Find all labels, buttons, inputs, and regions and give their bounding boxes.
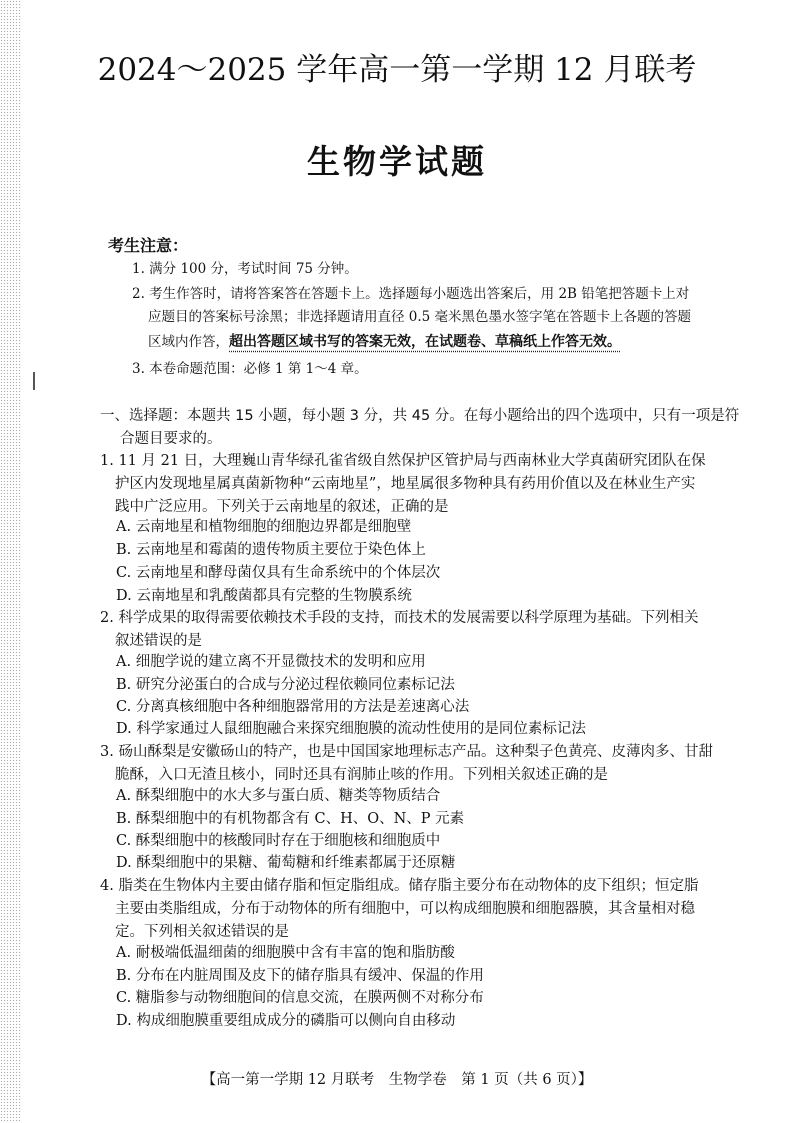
question-4-option-a: A. 耐极端低温细菌的细胞膜中含有丰富的饱和脂肪酸 — [116, 945, 455, 961]
question-1-option-a: A. 云南地星和植物细胞的细胞边界都是细胞壁 — [116, 519, 412, 535]
notice-item-2-line-1: 2. 考生作答时，请将答案答在答题卡上。选择题每小题选出答案后，用 2B 铅笔把答题卡上对 — [132, 286, 690, 302]
question-stem-line: 主要由类脂组成，分布于动物体的所有细胞中，可以构成细胞膜和细胞器膜，其含量相对稳 — [115, 901, 695, 917]
page-footer: 【高一第一学期 12 月联考 生物学卷 第 1 页（共 6 页）】 — [201, 1072, 593, 1088]
question-1-option-b: B. 云南地星和霉菌的遗传物质主要位于染色体上 — [116, 542, 426, 558]
question-stem-line: 护区内发现地星属真菌新物种“云南地星”，地星属很多物种具有药用价值以及在林业生产实 — [115, 476, 696, 492]
notice-emphasis: 超出答题区域书写的答案无效，在试题卷、草稿纸上作答无效。 — [229, 334, 621, 350]
question-4-stem — [100, 875, 742, 944]
question-3-stem — [100, 741, 742, 787]
question-4-option-c: C. 糖脂参与动物细胞间的信息交流，在膜两侧不对称分布 — [116, 990, 484, 1006]
question-3-option-a: A. 酥梨细胞中的水大多与蛋白质、糖类等物质结合 — [116, 788, 441, 804]
question-stem-line: 1. 11 月 21 日，大理巍山青华绿孔雀省级自然保护区管护局与西南林业大学真菌研究团队在保 — [100, 453, 706, 469]
question-stem-line: 4. 脂类在生物体内主要由储存脂和恒定脂组成。储存脂主要分布在动物体的皮下组织；恒定脂 — [100, 878, 699, 894]
subject-title: 生物学试题 — [307, 142, 487, 181]
question-2-option-a: A. 细胞学说的建立离不开显微技术的发明和应用 — [116, 654, 426, 670]
exam-title: 2024～2025 学年高一第一学期 12 月联考 — [97, 52, 697, 88]
notice-heading: 考生注意： — [108, 236, 189, 255]
question-3-option-b: B. 酥梨细胞中的有机物都含有 C、H、O、N、P 元素 — [116, 811, 465, 827]
section-heading — [100, 405, 740, 451]
question-4-option-b: B. 分布在内脏周围及皮下的储存脂具有缓冲、保温的作用 — [116, 968, 484, 984]
question-2-option-d: D. 科学家通过人鼠细胞融合来探究细胞膜的流动性使用的是同位素标记法 — [116, 721, 586, 737]
question-stem-line: 叙述错误的是 — [115, 633, 202, 649]
question-2-option-b: B. 研究分泌蛋白的合成与分泌过程依赖同位素标记法 — [116, 677, 455, 693]
question-stem-line: 践中广泛应用。下列关于云南地星的叙述，正确的是 — [115, 499, 449, 515]
section-heading-line-2: 合题目要求的。 — [120, 431, 222, 447]
question-2-option-c: C. 分离真核细胞中各种细胞器常用的方法是差速离心法 — [116, 699, 470, 715]
section-heading-line-1: 一、选择题：本题共 15 小题，每小题 3 分，共 45 分。在每小题给出的四个选项中，只有一项是符 — [100, 408, 740, 424]
question-1-stem — [100, 450, 742, 519]
question-stem-line: 3. 砀山酥梨是安徽砀山的特产，也是中国国家地理标志产品。这种梨子色黄亮、皮薄肉多、甘甜 — [100, 744, 713, 760]
notice-item-2-line-3-prefix: 区域内作答， — [148, 334, 229, 350]
notice-item-2-line-2: 应题目的答案标号涂黑；非选择题请用直径 0.5 毫米黑色墨水签字笔在答题卡上各题的答题 — [148, 309, 692, 325]
question-4-option-d: D. 构成细胞膜重要组成成分的磷脂可以侧向自由移动 — [116, 1013, 456, 1029]
question-2-stem — [100, 607, 742, 653]
question-3-option-c: C. 酥梨细胞中的核酸同时存在于细胞核和细胞质中 — [116, 833, 441, 849]
question-1-option-c: C. 云南地星和酵母菌仅具有生命系统中的个体层次 — [116, 565, 441, 581]
question-1-option-d: D. 云南地星和乳酸菌都具有完整的生物膜系统 — [116, 588, 412, 604]
question-stem-line: 定。下列相关叙述错误的是 — [115, 924, 289, 940]
question-stem-line: 脆酥，入口无渣且核小，同时还具有润肺止咳的作用。下列相关叙述正确的是 — [115, 767, 608, 783]
notice-item-3: 3. 本卷命题范围：必修 1 第 1～4 章。 — [132, 361, 368, 377]
notice-item-1: 1. 满分 100 分，考试时间 75 分钟。 — [132, 261, 358, 277]
question-stem-line: 2. 科学成果的取得需要依赖技术手段的支持，而技术的发展需要以科学原理为基础。下列相关 — [100, 610, 699, 626]
notice-item-2-line-3 — [148, 331, 758, 353]
question-3-option-d: D. 酥梨细胞中的果糖、葡萄糖和纤维素都属于还原糖 — [116, 855, 456, 871]
